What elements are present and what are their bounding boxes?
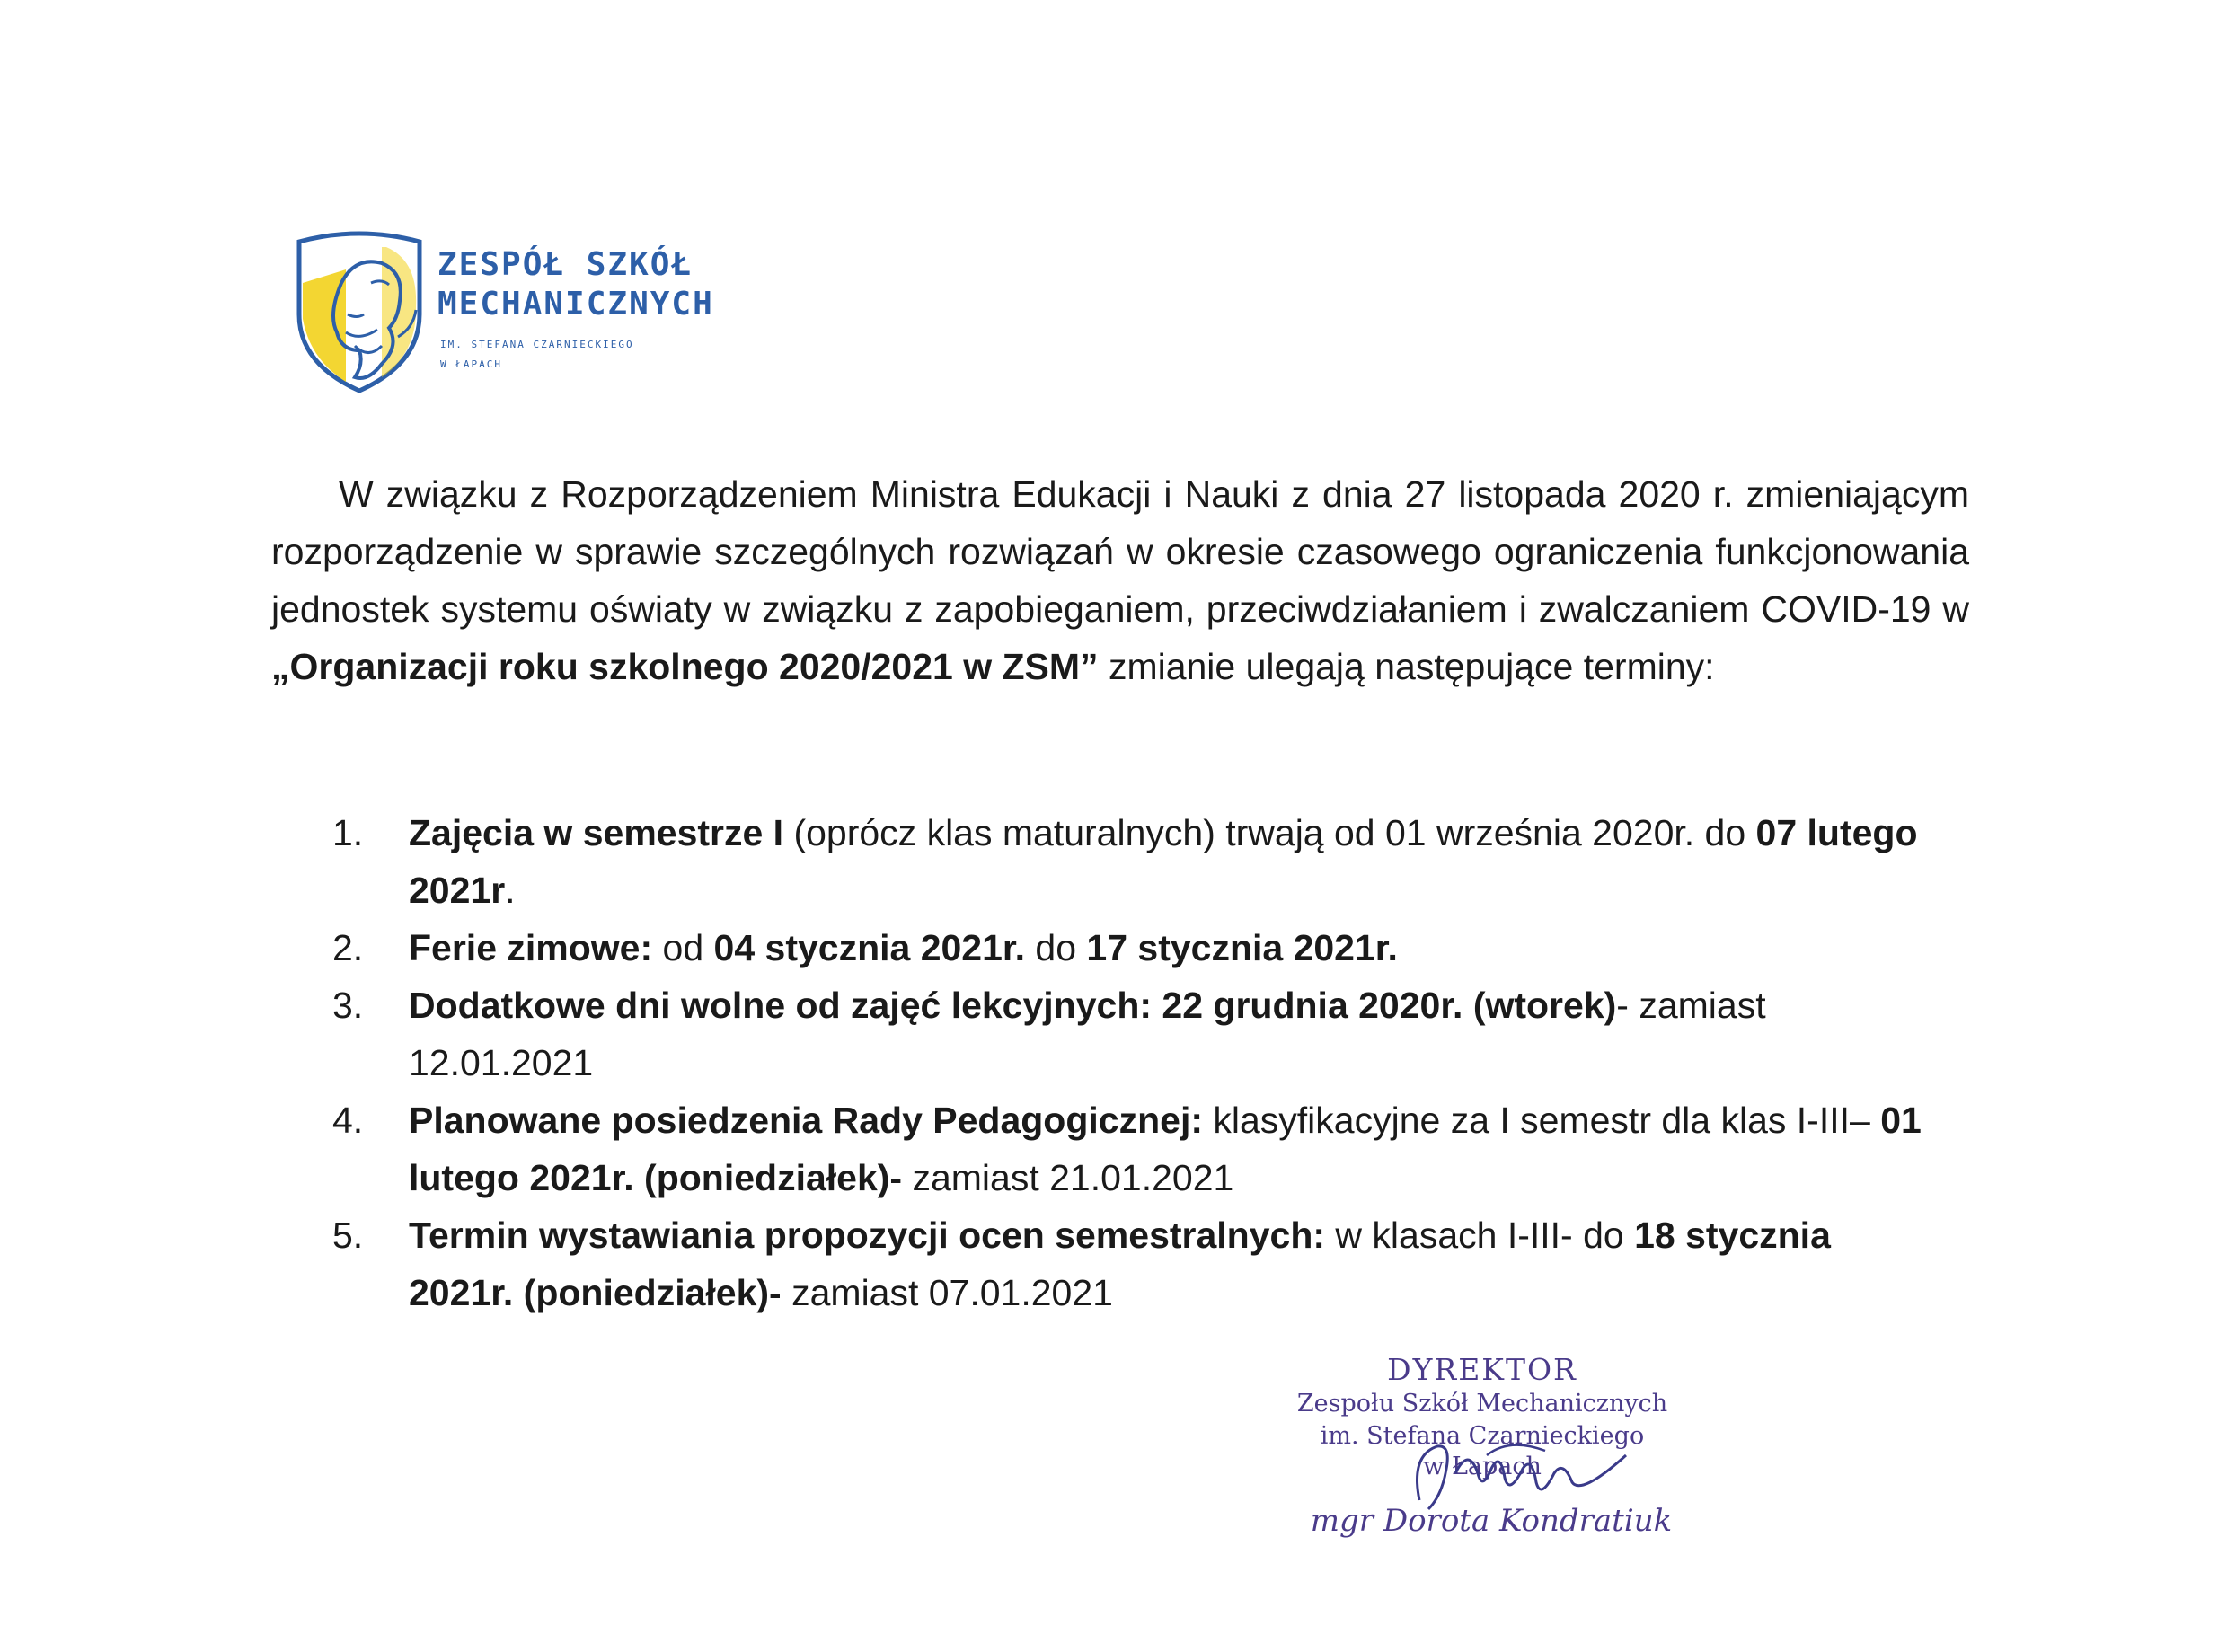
list-item-text: od — [652, 927, 714, 968]
list-item — [332, 1206, 1940, 1321]
logo-subtitle-line2: W ŁAPACH — [440, 358, 502, 370]
list-item — [332, 1091, 1940, 1206]
school-logo — [292, 229, 714, 395]
list-item-bold-text: Ferie zimowe: — [409, 927, 653, 968]
list-item-text: w klasach I-III- do — [1325, 1215, 1635, 1256]
intro-paragraph — [271, 465, 1969, 695]
list-item-text: (oprócz klas maturalnych) trwają od 01 września 2020r. do — [783, 812, 1756, 853]
list-item-text: zamiast 21.01.2021 — [902, 1157, 1234, 1198]
list-item-text: . — [505, 870, 516, 911]
shield-portrait-icon — [292, 229, 427, 395]
terms-list — [332, 804, 1940, 1321]
list-item-text: - zamiast 12.01.2021 — [409, 985, 1766, 1083]
list-item-bold-text: Planowane posiedzenia Rady Pedagogicznej: — [409, 1100, 1203, 1141]
list-item-bold-text: 01 lutego 2021r. (poniedziałek)- — [409, 1100, 1922, 1198]
list-item-text: do — [1025, 927, 1087, 968]
list-item-bold-text: Termin wystawiania propozycji ocen semestralnych: — [409, 1215, 1326, 1256]
list-item-number: 5. — [332, 1215, 364, 1256]
stamp-title: DYREKTOR — [1387, 1352, 1577, 1387]
list-item — [332, 919, 1940, 976]
list-item-number: 1. — [332, 812, 364, 853]
intro-text-1: W związku z Rozporządzeniem Ministra Edukacji i Nauki z dnia 27 listopada 2020 r. zmieniającym rozporządzenie w sprawie szczególnych rozwiązań w okresie czasowego ograniczenia funkcjonowania jednostek systemu oświaty w związku z zapobieganiem, przeciwdziałaniem i zwalczaniem COVID-19 w — [271, 473, 1969, 630]
list-item-bold-text: 07 lutego 2021r — [409, 812, 1918, 911]
logo-title — [437, 245, 714, 324]
list-item-bold-text: Zajęcia w semestrze I — [409, 812, 784, 853]
stamp-line-3: im. Stefana Czarnieckiego — [1320, 1422, 1645, 1450]
stamp-line-4: w Łapach — [1423, 1453, 1542, 1480]
list-item-bold-text: 18 stycznia 2021r. (poniedziałek)- — [409, 1215, 1831, 1313]
list-item-bold-text: Dodatkowe dni wolne od zajęć lekcyjnych: 22 grudnia 2020r. (wtorek) — [409, 985, 1617, 1026]
stamp-name: mgr Dorota Kondratiuk — [1310, 1503, 1673, 1539]
logo-subtitle-line1: IM. STEFANA CZARNIECKIEGO — [440, 339, 634, 350]
logo-title-line1: ZESPÓŁ SZKÓŁ — [437, 246, 694, 283]
list-item — [332, 976, 1940, 1091]
list-item-text: klasyfikacyjne za I semestr dla klas I-III– — [1202, 1100, 1881, 1141]
list-item-number: 2. — [332, 927, 364, 968]
list-item-text: zamiast 07.01.2021 — [781, 1272, 1113, 1313]
list-item-number: 4. — [332, 1100, 364, 1141]
list-item — [332, 804, 1940, 919]
list-item-bold-text: 17 stycznia 2021r. — [1086, 927, 1398, 968]
list-item-bold-text: 04 stycznia 2021r. — [713, 927, 1025, 968]
handwritten-signature — [1401, 1419, 1635, 1527]
intro-bold-title: „Organizacji roku szkolnego 2020/2021 w ZSM” — [271, 646, 1099, 687]
logo-subtitle — [440, 335, 634, 375]
logo-title-line2: MECHANICZNYCH — [437, 286, 714, 322]
intro-text-2: zmianie ulegają następujące terminy: — [1098, 646, 1715, 687]
stamp-line-2: Zespołu Szkół Mechanicznych — [1296, 1390, 1668, 1418]
list-item-number: 3. — [332, 985, 364, 1026]
